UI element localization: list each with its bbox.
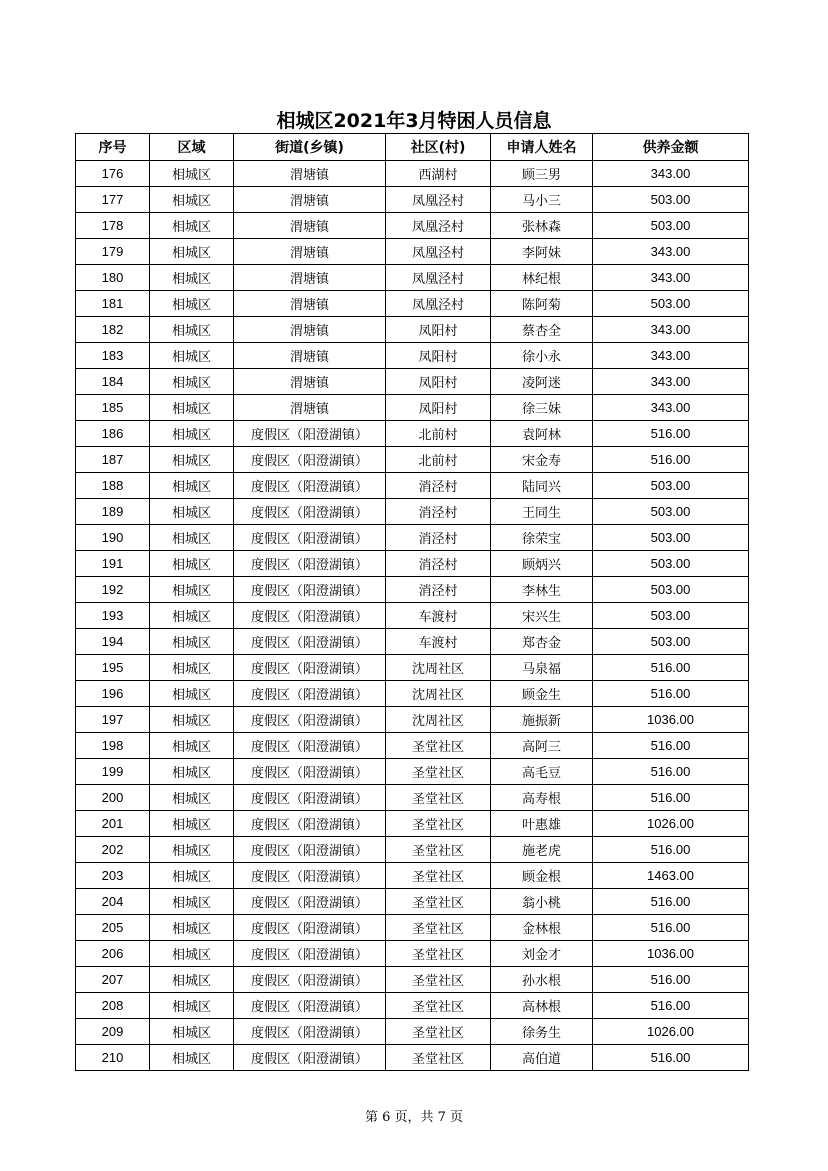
support-amount-cell: 503.00 — [593, 603, 749, 629]
district-cell: 相城区 — [150, 603, 234, 629]
applicant-name-cell: 高阿三 — [491, 733, 593, 759]
applicant-name-cell: 陆同兴 — [491, 473, 593, 499]
serial-no-cell: 202 — [76, 837, 150, 863]
table-row — [76, 837, 749, 863]
serial-no-cell: 204 — [76, 889, 150, 915]
applicant-name-cell: 顾金根 — [491, 863, 593, 889]
street-town-cell: 度假区（阳澄湖镇） — [234, 525, 386, 551]
district-cell: 相城区 — [150, 395, 234, 421]
community-village-cell: 消泾村 — [386, 525, 491, 551]
support-amount-cell: 343.00 — [593, 317, 749, 343]
street-town-cell: 度假区（阳澄湖镇） — [234, 941, 386, 967]
serial-no-cell: 203 — [76, 863, 150, 889]
support-amount-cell: 503.00 — [593, 291, 749, 317]
community-village-cell: 消泾村 — [386, 499, 491, 525]
support-amount-cell: 1026.00 — [593, 811, 749, 837]
district-cell: 相城区 — [150, 811, 234, 837]
table-header-row — [76, 134, 749, 161]
district-cell: 相城区 — [150, 681, 234, 707]
table-row — [76, 629, 749, 655]
district-cell: 相城区 — [150, 837, 234, 863]
table-row — [76, 655, 749, 681]
street-town-cell: 渭塘镇 — [234, 161, 386, 187]
serial-no-cell: 210 — [76, 1045, 150, 1071]
page-footer: 第 6 页，共 7 页 — [364, 1110, 464, 1125]
table-row — [76, 681, 749, 707]
community-village-cell: 凤阳村 — [386, 369, 491, 395]
header-community-village: 社区(村) — [386, 134, 491, 161]
header-street-town: 街道(乡镇) — [234, 134, 386, 161]
district-cell: 相城区 — [150, 421, 234, 447]
table-row — [76, 265, 749, 291]
community-village-cell: 西湖村 — [386, 161, 491, 187]
support-amount-cell: 503.00 — [593, 473, 749, 499]
table-row — [76, 759, 749, 785]
serial-no-cell: 180 — [76, 265, 150, 291]
community-village-cell: 凤凰泾村 — [386, 291, 491, 317]
community-village-cell: 圣堂社区 — [386, 993, 491, 1019]
district-cell: 相城区 — [150, 499, 234, 525]
table-row — [76, 213, 749, 239]
table-row — [76, 395, 749, 421]
support-amount-cell: 503.00 — [593, 187, 749, 213]
support-amount-cell: 503.00 — [593, 629, 749, 655]
street-town-cell: 渭塘镇 — [234, 343, 386, 369]
district-cell: 相城区 — [150, 655, 234, 681]
district-cell: 相城区 — [150, 707, 234, 733]
district-cell: 相城区 — [150, 239, 234, 265]
applicant-name-cell: 顾金生 — [491, 681, 593, 707]
community-village-cell: 凤阳村 — [386, 395, 491, 421]
community-village-cell: 沈周社区 — [386, 655, 491, 681]
support-amount-cell: 516.00 — [593, 447, 749, 473]
street-town-cell: 度假区（阳澄湖镇） — [234, 577, 386, 603]
street-town-cell: 度假区（阳澄湖镇） — [234, 733, 386, 759]
table-row — [76, 603, 749, 629]
community-village-cell: 凤凰泾村 — [386, 239, 491, 265]
support-amount-cell: 343.00 — [593, 369, 749, 395]
support-amount-cell: 343.00 — [593, 265, 749, 291]
support-amount-cell: 516.00 — [593, 837, 749, 863]
district-cell: 相城区 — [150, 551, 234, 577]
street-town-cell: 渭塘镇 — [234, 239, 386, 265]
table-row — [76, 551, 749, 577]
street-town-cell: 度假区（阳澄湖镇） — [234, 499, 386, 525]
page-title: 相城区2021年3月特困人员信息 — [276, 110, 552, 132]
street-town-cell: 度假区（阳澄湖镇） — [234, 681, 386, 707]
table-row — [76, 785, 749, 811]
community-village-cell: 圣堂社区 — [386, 967, 491, 993]
support-amount-cell: 516.00 — [593, 733, 749, 759]
community-village-cell: 圣堂社区 — [386, 811, 491, 837]
table-row — [76, 967, 749, 993]
serial-no-cell: 193 — [76, 603, 150, 629]
table-row — [76, 993, 749, 1019]
table-row — [76, 811, 749, 837]
applicant-name-cell: 徐小永 — [491, 343, 593, 369]
support-amount-cell: 503.00 — [593, 525, 749, 551]
serial-no-cell: 200 — [76, 785, 150, 811]
serial-no-cell: 185 — [76, 395, 150, 421]
applicant-name-cell: 马小三 — [491, 187, 593, 213]
support-amount-cell: 343.00 — [593, 161, 749, 187]
district-cell: 相城区 — [150, 213, 234, 239]
applicant-name-cell: 徐三妹 — [491, 395, 593, 421]
applicant-name-cell: 顾炳兴 — [491, 551, 593, 577]
street-town-cell: 渭塘镇 — [234, 265, 386, 291]
table-body — [76, 161, 749, 1071]
district-cell: 相城区 — [150, 577, 234, 603]
district-cell: 相城区 — [150, 447, 234, 473]
district-cell: 相城区 — [150, 967, 234, 993]
table-row — [76, 863, 749, 889]
header-applicant-name: 申请人姓名 — [491, 134, 593, 161]
applicant-name-cell: 林纪根 — [491, 265, 593, 291]
street-town-cell: 度假区（阳澄湖镇） — [234, 655, 386, 681]
community-village-cell: 圣堂社区 — [386, 863, 491, 889]
applicant-name-cell: 金林根 — [491, 915, 593, 941]
street-town-cell: 度假区（阳澄湖镇） — [234, 447, 386, 473]
table-row — [76, 1019, 749, 1045]
district-cell: 相城区 — [150, 759, 234, 785]
serial-no-cell: 197 — [76, 707, 150, 733]
street-town-cell: 度假区（阳澄湖镇） — [234, 603, 386, 629]
serial-no-cell: 188 — [76, 473, 150, 499]
community-village-cell: 消泾村 — [386, 551, 491, 577]
table-row — [76, 187, 749, 213]
applicant-name-cell: 宋兴生 — [491, 603, 593, 629]
applicant-name-cell: 蔡杏全 — [491, 317, 593, 343]
serial-no-cell: 207 — [76, 967, 150, 993]
district-cell: 相城区 — [150, 187, 234, 213]
serial-no-cell: 186 — [76, 421, 150, 447]
support-amount-cell: 516.00 — [593, 915, 749, 941]
support-amount-cell: 1026.00 — [593, 1019, 749, 1045]
applicant-name-cell: 郑杏金 — [491, 629, 593, 655]
applicant-name-cell: 李阿妹 — [491, 239, 593, 265]
district-cell: 相城区 — [150, 863, 234, 889]
table-row — [76, 291, 749, 317]
street-town-cell: 度假区（阳澄湖镇） — [234, 551, 386, 577]
serial-no-cell: 184 — [76, 369, 150, 395]
community-village-cell: 凤凰泾村 — [386, 265, 491, 291]
serial-no-cell: 182 — [76, 317, 150, 343]
street-town-cell: 度假区（阳澄湖镇） — [234, 629, 386, 655]
support-amount-cell: 343.00 — [593, 343, 749, 369]
street-town-cell: 度假区（阳澄湖镇） — [234, 915, 386, 941]
street-town-cell: 渭塘镇 — [234, 187, 386, 213]
district-cell: 相城区 — [150, 161, 234, 187]
support-amount-cell: 1036.00 — [593, 941, 749, 967]
applicant-name-cell: 高林根 — [491, 993, 593, 1019]
serial-no-cell: 201 — [76, 811, 150, 837]
table-row — [76, 317, 749, 343]
community-village-cell: 凤凰泾村 — [386, 187, 491, 213]
support-amount-cell: 516.00 — [593, 967, 749, 993]
community-village-cell: 车渡村 — [386, 603, 491, 629]
applicant-name-cell: 张林森 — [491, 213, 593, 239]
serial-no-cell: 181 — [76, 291, 150, 317]
header-serial-no: 序号 — [76, 134, 150, 161]
district-cell: 相城区 — [150, 1045, 234, 1071]
street-town-cell: 度假区（阳澄湖镇） — [234, 421, 386, 447]
serial-no-cell: 191 — [76, 551, 150, 577]
street-town-cell: 度假区（阳澄湖镇） — [234, 837, 386, 863]
support-amount-cell: 516.00 — [593, 655, 749, 681]
applicant-name-cell: 凌阿迷 — [491, 369, 593, 395]
applicant-name-cell: 顾三男 — [491, 161, 593, 187]
support-amount-cell: 516.00 — [593, 421, 749, 447]
district-cell: 相城区 — [150, 733, 234, 759]
district-cell: 相城区 — [150, 473, 234, 499]
community-village-cell: 圣堂社区 — [386, 785, 491, 811]
serial-no-cell: 196 — [76, 681, 150, 707]
community-village-cell: 凤阳村 — [386, 343, 491, 369]
community-village-cell: 沈周社区 — [386, 707, 491, 733]
support-amount-cell: 516.00 — [593, 993, 749, 1019]
district-cell: 相城区 — [150, 941, 234, 967]
support-amount-cell: 503.00 — [593, 577, 749, 603]
applicant-name-cell: 刘金才 — [491, 941, 593, 967]
applicant-name-cell: 高伯道 — [491, 1045, 593, 1071]
applicant-name-cell: 叶惠雄 — [491, 811, 593, 837]
header-district: 区域 — [150, 134, 234, 161]
serial-no-cell: 195 — [76, 655, 150, 681]
applicant-name-cell: 高寿根 — [491, 785, 593, 811]
street-town-cell: 度假区（阳澄湖镇） — [234, 993, 386, 1019]
street-town-cell: 度假区（阳澄湖镇） — [234, 785, 386, 811]
records-table — [75, 133, 749, 1071]
community-village-cell: 沈周社区 — [386, 681, 491, 707]
district-cell: 相城区 — [150, 343, 234, 369]
table-row — [76, 421, 749, 447]
support-amount-cell: 1036.00 — [593, 707, 749, 733]
table-row — [76, 499, 749, 525]
community-village-cell: 圣堂社区 — [386, 889, 491, 915]
applicant-name-cell: 翁小桃 — [491, 889, 593, 915]
applicant-name-cell: 陈阿菊 — [491, 291, 593, 317]
street-town-cell: 度假区（阳澄湖镇） — [234, 707, 386, 733]
street-town-cell: 度假区（阳澄湖镇） — [234, 473, 386, 499]
table-row — [76, 577, 749, 603]
support-amount-cell: 516.00 — [593, 681, 749, 707]
street-town-cell: 渭塘镇 — [234, 213, 386, 239]
street-town-cell: 度假区（阳澄湖镇） — [234, 967, 386, 993]
serial-no-cell: 192 — [76, 577, 150, 603]
street-town-cell: 度假区（阳澄湖镇） — [234, 1019, 386, 1045]
table-row — [76, 733, 749, 759]
serial-no-cell: 177 — [76, 187, 150, 213]
support-amount-cell: 516.00 — [593, 785, 749, 811]
community-village-cell: 圣堂社区 — [386, 837, 491, 863]
street-town-cell: 度假区（阳澄湖镇） — [234, 1045, 386, 1071]
district-cell: 相城区 — [150, 1019, 234, 1045]
community-village-cell: 消泾村 — [386, 577, 491, 603]
support-amount-cell: 516.00 — [593, 759, 749, 785]
applicant-name-cell: 徐务生 — [491, 1019, 593, 1045]
serial-no-cell: 206 — [76, 941, 150, 967]
table-row — [76, 915, 749, 941]
district-cell: 相城区 — [150, 889, 234, 915]
community-village-cell: 圣堂社区 — [386, 733, 491, 759]
serial-no-cell: 187 — [76, 447, 150, 473]
serial-no-cell: 208 — [76, 993, 150, 1019]
table-row — [76, 707, 749, 733]
support-amount-cell: 343.00 — [593, 395, 749, 421]
community-village-cell: 消泾村 — [386, 473, 491, 499]
street-town-cell: 渭塘镇 — [234, 395, 386, 421]
district-cell: 相城区 — [150, 369, 234, 395]
serial-no-cell: 205 — [76, 915, 150, 941]
district-cell: 相城区 — [150, 785, 234, 811]
applicant-name-cell: 王同生 — [491, 499, 593, 525]
applicant-name-cell: 施振新 — [491, 707, 593, 733]
district-cell: 相城区 — [150, 993, 234, 1019]
support-amount-cell: 516.00 — [593, 889, 749, 915]
support-amount-cell: 503.00 — [593, 551, 749, 577]
district-cell: 相城区 — [150, 629, 234, 655]
support-amount-cell: 503.00 — [593, 213, 749, 239]
community-village-cell: 北前村 — [386, 447, 491, 473]
table-row — [76, 343, 749, 369]
district-cell: 相城区 — [150, 317, 234, 343]
support-amount-cell: 1463.00 — [593, 863, 749, 889]
serial-no-cell: 198 — [76, 733, 150, 759]
applicant-name-cell: 孙水根 — [491, 967, 593, 993]
applicant-name-cell: 高毛豆 — [491, 759, 593, 785]
street-town-cell: 度假区（阳澄湖镇） — [234, 811, 386, 837]
table-row — [76, 239, 749, 265]
applicant-name-cell: 李林生 — [491, 577, 593, 603]
serial-no-cell: 178 — [76, 213, 150, 239]
street-town-cell: 渭塘镇 — [234, 291, 386, 317]
table-row — [76, 369, 749, 395]
serial-no-cell: 189 — [76, 499, 150, 525]
community-village-cell: 圣堂社区 — [386, 1019, 491, 1045]
serial-no-cell: 176 — [76, 161, 150, 187]
community-village-cell: 北前村 — [386, 421, 491, 447]
applicant-name-cell: 徐荣宝 — [491, 525, 593, 551]
serial-no-cell: 209 — [76, 1019, 150, 1045]
street-town-cell: 渭塘镇 — [234, 369, 386, 395]
street-town-cell: 度假区（阳澄湖镇） — [234, 863, 386, 889]
applicant-name-cell: 施老虎 — [491, 837, 593, 863]
serial-no-cell: 179 — [76, 239, 150, 265]
support-amount-cell: 503.00 — [593, 499, 749, 525]
community-village-cell: 圣堂社区 — [386, 915, 491, 941]
table-row — [76, 473, 749, 499]
district-cell: 相城区 — [150, 525, 234, 551]
table-row — [76, 447, 749, 473]
community-village-cell: 圣堂社区 — [386, 941, 491, 967]
table-row — [76, 889, 749, 915]
support-amount-cell: 516.00 — [593, 1045, 749, 1071]
support-amount-cell: 343.00 — [593, 239, 749, 265]
serial-no-cell: 190 — [76, 525, 150, 551]
serial-no-cell: 183 — [76, 343, 150, 369]
applicant-name-cell: 袁阿林 — [491, 421, 593, 447]
applicant-name-cell: 宋金寿 — [491, 447, 593, 473]
community-village-cell: 凤凰泾村 — [386, 213, 491, 239]
community-village-cell: 圣堂社区 — [386, 1045, 491, 1071]
street-town-cell: 渭塘镇 — [234, 317, 386, 343]
district-cell: 相城区 — [150, 291, 234, 317]
street-town-cell: 度假区（阳澄湖镇） — [234, 759, 386, 785]
table-row — [76, 161, 749, 187]
street-town-cell: 度假区（阳澄湖镇） — [234, 889, 386, 915]
header-support-amount: 供养金额 — [593, 134, 749, 161]
community-village-cell: 圣堂社区 — [386, 759, 491, 785]
table-row — [76, 1045, 749, 1071]
table-row — [76, 525, 749, 551]
serial-no-cell: 199 — [76, 759, 150, 785]
serial-no-cell: 194 — [76, 629, 150, 655]
district-cell: 相城区 — [150, 915, 234, 941]
table-row — [76, 941, 749, 967]
community-village-cell: 凤阳村 — [386, 317, 491, 343]
district-cell: 相城区 — [150, 265, 234, 291]
community-village-cell: 车渡村 — [386, 629, 491, 655]
applicant-name-cell: 马泉福 — [491, 655, 593, 681]
